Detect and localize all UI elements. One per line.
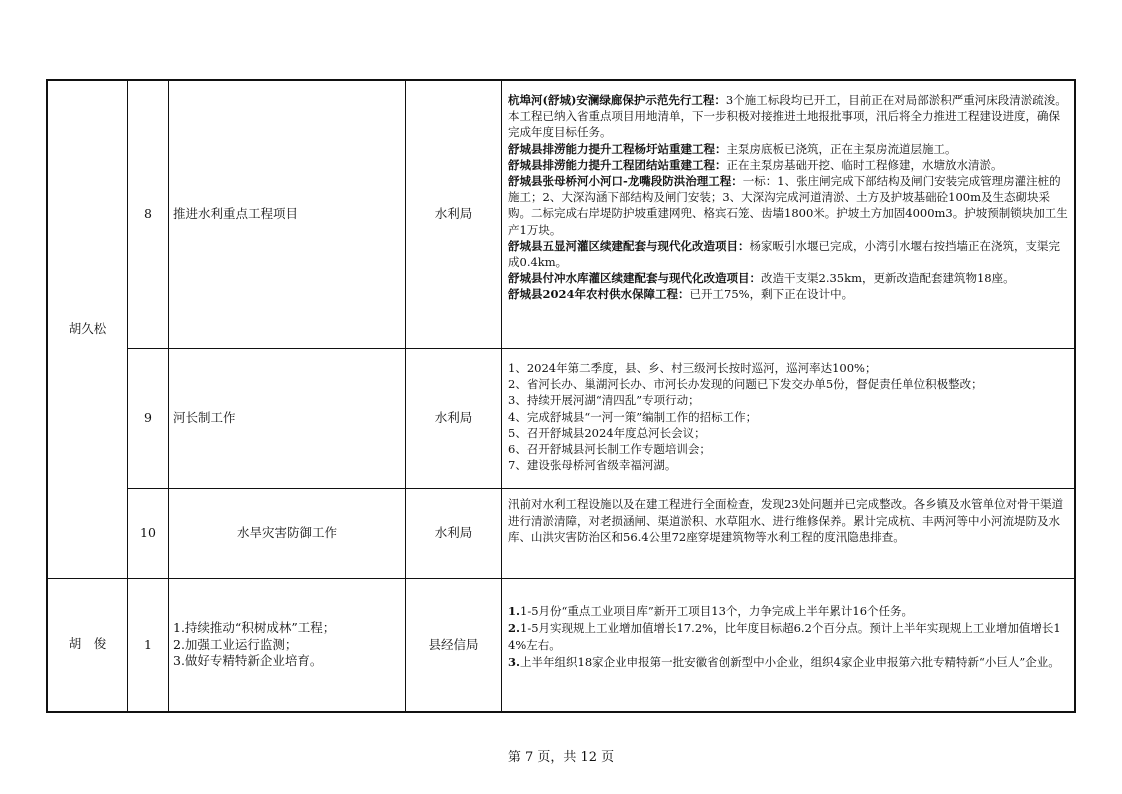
row-number: 8 xyxy=(144,206,152,222)
progress-item: 舒城县张母桥河小河口-龙嘴段防洪治理工程：一标：1、张庄闸完成下部结构及闸门安装完成管理房灌注桩的施工；2、大深沟涵下部结构及闸门安装；3、大深沟完成河道清淤、土方及护坡基础砼100m及生态砌块采购。二标完成右岸堤防护坡重建网兜、格宾石笼、齿墙1800米。护坡土方加固4000m3。护坡预制锁块加工生产1万块。 xyxy=(508,174,1068,237)
page-footer: 第 7 页，共 12 页 xyxy=(507,750,615,765)
progress-content xyxy=(502,360,1076,486)
department: 水利局 xyxy=(434,525,473,541)
work-table xyxy=(46,79,1076,713)
task-name: 水旱灾害防御工作 xyxy=(236,525,337,541)
progress-item: 6、召开舒城县河长制工作专题培训会； xyxy=(508,442,711,457)
row-number: 1 xyxy=(144,636,152,652)
progress-item: 舒城县排涝能力提升工程团结站重建工程：正在主泵房基础开挖、临时工程修建，水塘放水清淤。 xyxy=(508,157,1003,172)
progress-item: 2、省河长办、巢湖河长办、市河长办发现的问题已下发交办单5份，督促责任单位积极整改； xyxy=(508,377,983,392)
leader-name: 胡 俊 xyxy=(68,636,107,652)
department: 县经信局 xyxy=(428,636,479,652)
task-item: 3.做好专精特新企业培育。 xyxy=(173,653,323,669)
department: 水利局 xyxy=(434,410,473,426)
progress-item: 4、完成舒城县“一河一策”编制工作的招标工作； xyxy=(508,409,758,424)
progress-item: 1、2024年第二季度，县、乡、村三级河长按时巡河，巡河率达100%； xyxy=(508,361,877,375)
progress-item: 舒城县2024年农村供水保障工程：已开工75%，剩下正在设计中。 xyxy=(508,287,854,302)
task-item: 1.持续推动“积树成林”工程； xyxy=(173,620,336,636)
progress-content xyxy=(502,92,1076,346)
progress-item: 舒城县付冲水库灌区续建配套与现代化改造项目：改造干支渠2.35km，更新改造配套建筑物18座。 xyxy=(508,271,1015,286)
progress-item: 舒城县五显河灌区续建配套与现代化改造项目：杨家畈引水堰已完成，小湾引水堰右按挡墙正在浇筑，支渠完成0.4km。 xyxy=(508,238,1060,270)
task-name: 推进水利重点工程项目 xyxy=(173,206,299,222)
progress-item: 3.上半年组织18家企业申报第一批安徽省创新型中小企业，组织4家企业申报第六批专精特新“小巨人”企业。 xyxy=(508,655,1060,669)
task-list xyxy=(169,579,405,711)
progress-item: 5、召开舒城县2024年度总河长会议； xyxy=(508,425,706,440)
task-item: 2.加强工业运行监测； xyxy=(173,636,298,652)
leader-name: 胡久松 xyxy=(68,321,107,337)
progress-content xyxy=(502,603,1076,708)
progress-item: 杭埠河(舒城)安澜绿廊保护示范先行工程：3个施工标段均已开工，目前正在对局部淤积严重河床段清淤疏浚。本工程已纳入省重点项目用地清单，下一步积极对接推进土地报批事项，汛后将全力推进工程建设进度，确保完成年度目标任务。 xyxy=(508,93,1067,140)
row-number: 9 xyxy=(144,410,152,426)
progress-item: 3、持续开展河湖“清四乱”专项行动； xyxy=(508,393,700,408)
department: 水利局 xyxy=(434,206,473,222)
progress-item: 2.1-5月实现规上工业增加值增长17.2%，比年度目标超6.2个百分点。预计上半年实现规上工业增加值增长14%左右。 xyxy=(508,621,1061,652)
row-number: 10 xyxy=(140,525,156,541)
progress-item: 7、建设张母桥河省级幸福河湖。 xyxy=(508,458,677,473)
task-name: 河长制工作 xyxy=(173,410,236,426)
progress-item: 舒城县排涝能力提升工程杨圩站重建工程：主泵房底板已浇筑，正在主泵房流道层施工。 xyxy=(508,141,957,156)
progress-content: 汛前对水利工程设施以及在建工程进行全面检查，发现23处问题并已完成整改。各乡镇及水管单位对骨干渠道进行清淤清障，对老损涵闸、渠道淤积、水草阻水、进行维修保养。累计完成杭、丰两河等中小河流堤防及水库、山洪灾害防治区和56.4公里72座穿堤建筑物等水利工程的度汛隐患排查。 xyxy=(508,497,1064,544)
progress-item: 1.1-5月份“重点工业项目库”新开工项目13个，力争完成上半年累计16个任务。 xyxy=(508,604,914,618)
